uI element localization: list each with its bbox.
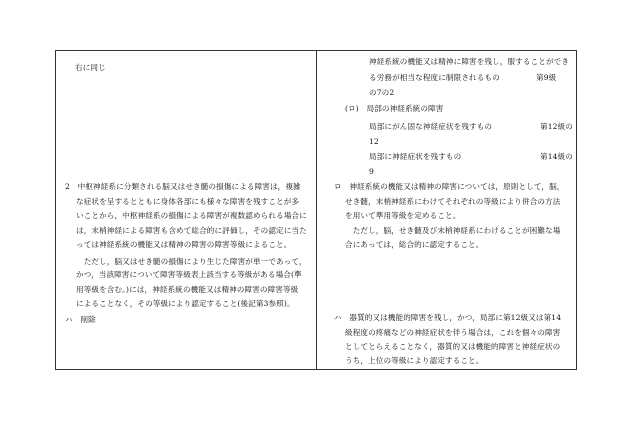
left-same-note: 右に同じ (75, 63, 106, 72)
right-ro-heading: (ロ) 局部の神経系統の障害 (345, 104, 444, 113)
right-ro-a-suffix: 12 (369, 137, 379, 146)
right-ro-a-grade: 第12級の (540, 122, 573, 131)
left-item2-line: な症状を呈するとともに身体各部にも様々な障害を残すことが多 (76, 197, 300, 206)
left-item2-line: 2 中枢神経系に分類される脳又はせき髄の損傷による障害は，複雑 (65, 182, 301, 191)
right-ro-line: せき髄，末梢神経系にわけてそれぞれの等級により併合の方法 (345, 197, 561, 206)
column-divider (316, 50, 317, 370)
right-ha-line: ハ 器質的又は機能的障害を残し，かつ，局部に第12級又は第14 (334, 313, 562, 322)
left-item2-line: っては神経系統の機能又は精神の障害の障害等級によること。 (76, 240, 292, 249)
right-top-line: る労務が相当な程度に制限されるもの (369, 73, 500, 82)
right-ro-line: 合にあっては，総合的に認定すること。 (345, 240, 484, 249)
right-ro-line: を用いて準用等級を定めること。 (345, 211, 461, 220)
right-top-line: の7の2 (369, 88, 395, 97)
left-item-ha: ハ 削除 (65, 315, 96, 324)
left-item2-line: ただし，脳又はせき髄の損傷により生じた障害が単一であって， (76, 257, 307, 266)
right-ro-a-text: 局部にがん固な神経症状を残すもの (369, 122, 493, 131)
right-top-line: 神経系統の機能又は精神に障害を残し，服することができ (369, 57, 570, 66)
left-item2-line: かつ，当該障害について障害等級表上該当する等級がある場合(準 (76, 270, 302, 279)
right-ro-b-suffix: 9 (369, 167, 374, 176)
right-ha-line: としてとらえることなく，器質的又は機能的障害と神経症状の (345, 342, 561, 351)
right-ha-line: うち，上位の等級により認定すること。 (345, 356, 484, 365)
left-item2-line: 用等級を含む。)には，神経系統の機能又は精神の障害の障害等級 (76, 285, 299, 294)
right-top-grade: 第9級 (536, 73, 557, 82)
left-item2-line: は，末梢神経による障害も含めて総合的に評価し，その認定に当た (76, 226, 307, 235)
left-item2-line: いことから，中枢神経系の損傷による障害が複数認められる場合に (76, 211, 307, 220)
right-ha-line: 級程度の疼痛などの神経症状を伴う場合は，これを個々の障害 (345, 328, 561, 337)
right-ro-b-grade: 第14級の (540, 152, 573, 161)
right-ro-line: ただし，脳，せき髄及び末梢神経系にわけることが困難な場 (345, 226, 561, 235)
right-ro-line: ロ 神経系統の機能又は精神の障害については，原則として，脳， (334, 182, 565, 191)
left-item2-line: によることなく，その等級により認定すること(後記第3参照)。 (76, 299, 295, 308)
right-ro-b-text: 局部に神経症状を残すもの (369, 152, 462, 161)
